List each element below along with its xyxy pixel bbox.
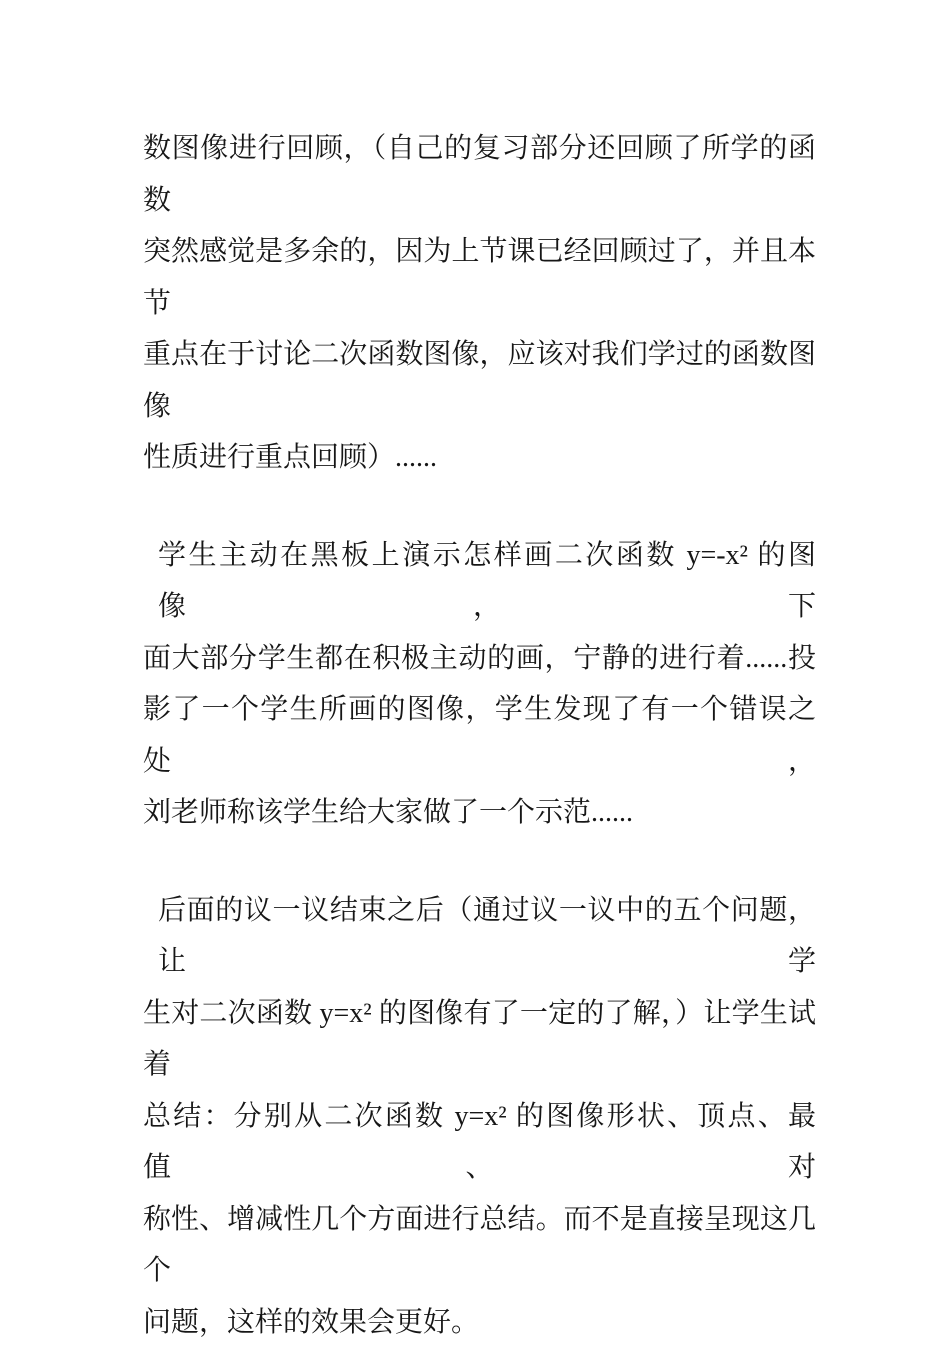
- text-line: 影了一个学生所画的图像，学生发现了有一个错误之处，: [143, 684, 816, 787]
- text-line: 面大部分学生都在积极主动的画，宁静的进行着......投: [143, 633, 816, 685]
- text-line: 生对二次函数 y=x² 的图像有了一定的了解，）让学生试着: [143, 988, 816, 1091]
- text-line: 数图像进行回顾，（自己的复习部分还回顾了所学的函数: [143, 123, 816, 226]
- text-line: 性质进行重点回顾）......: [143, 432, 816, 484]
- text-line: 称性、增减性几个方面进行总结。而不是直接呈现这几个: [143, 1194, 816, 1297]
- text-line: 刘老师称该学生给大家做了一个示范......: [143, 787, 816, 839]
- text-line: 问题，这样的效果会更好。: [143, 1297, 816, 1348]
- text-line: 学生主动在黑板上演示怎样画二次函数 y=-x² 的图像，下: [143, 530, 816, 633]
- paragraph-3: [143, 885, 816, 1348]
- paragraph-1: [143, 123, 816, 484]
- text-line: 总结：分别从二次函数 y=x² 的图像形状、顶点、最值、对: [143, 1091, 816, 1194]
- text-line: 重点在于讨论二次函数图像，应该对我们学过的函数图像: [143, 329, 816, 432]
- document-page: [143, 123, 816, 1348]
- text-line: 后面的议一议结束之后（通过议一议中的五个问题，让学: [143, 885, 816, 988]
- text-line: 突然感觉是多余的，因为上节课已经回顾过了，并且本节: [143, 226, 816, 329]
- paragraph-2: [143, 530, 816, 839]
